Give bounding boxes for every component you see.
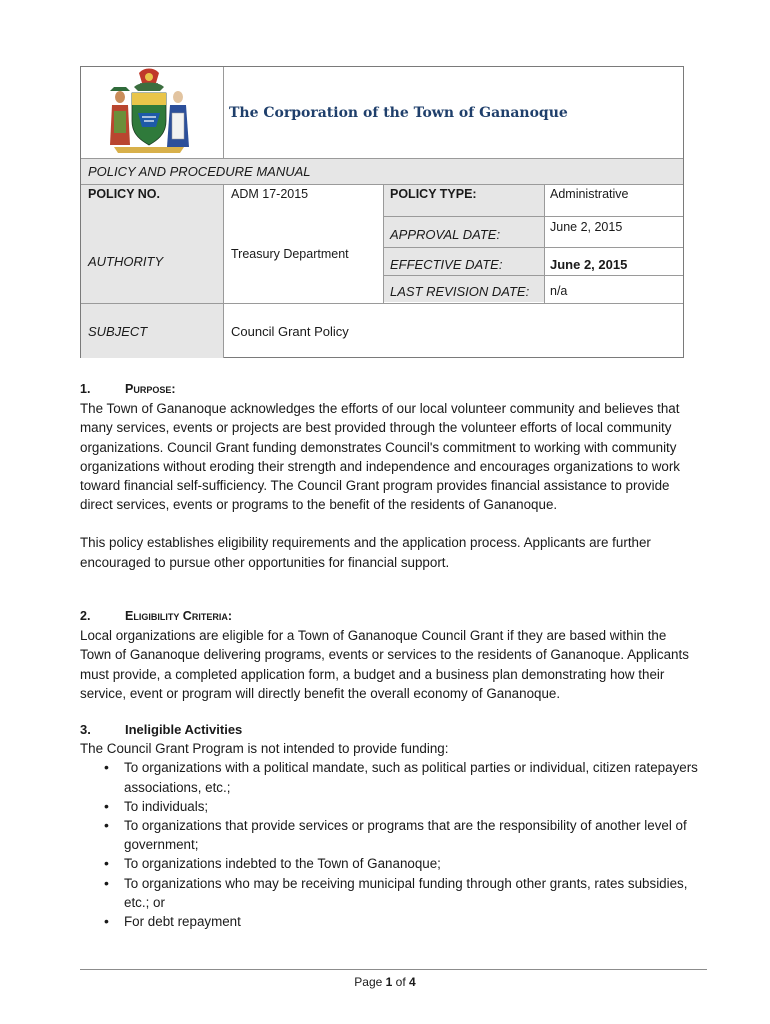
authority-label: AUTHORITY xyxy=(88,254,164,269)
approval-date-label: APPROVAL DATE: xyxy=(390,227,501,242)
purpose-heading xyxy=(80,380,700,399)
page-footer xyxy=(0,975,770,989)
eligibility-title: Eligibility Criteria: xyxy=(125,609,232,623)
effective-date-value: June 2, 2015 xyxy=(550,257,628,272)
section-eligibility xyxy=(80,607,700,703)
ineligible-number: 3. xyxy=(80,722,91,737)
purpose-number: 1. xyxy=(80,382,91,396)
last-revision-label: LAST REVISION DATE: xyxy=(390,284,530,299)
page-total: 4 xyxy=(409,975,416,989)
authority-value: Treasury Department xyxy=(231,247,349,261)
list-item: • For debt repayment xyxy=(124,912,700,931)
ineligible-intro: The Council Grant Program is not intended to provide funding: xyxy=(80,741,449,757)
policy-no-label: POLICY NO. xyxy=(88,187,161,201)
manual-row xyxy=(81,159,683,184)
list-item: • To individuals; xyxy=(124,797,700,816)
purpose-title: Purpose: xyxy=(125,382,176,396)
purpose-paragraph-2: This policy establishes eligibility requirements and the application process. Applicants are further encouraged to pursue other opportunities for financial support. xyxy=(80,535,651,570)
section-ineligible xyxy=(80,720,700,931)
list-item: • To organizations indebted to the Town of Gananoque; xyxy=(124,854,700,873)
policy-no-value: ADM 17-2015 xyxy=(231,187,309,201)
eligibility-paragraph: Local organizations are eligible for a Town of Gananoque Council Grant if they are based within the Town of Gananoque delivering programs, events or services to the residents of Gananoque. Applicants must provide, a completed application form, a budget and a business plan demonstrating how their service, event or program will directly benefit the overall economy of Gananoque. xyxy=(80,628,689,701)
subject-value: Council Grant Policy xyxy=(231,324,349,339)
list-item: • To organizations that provide services or programs that are the responsibility of another level of government; xyxy=(124,816,700,854)
policy-type-label: POLICY TYPE: xyxy=(390,187,477,201)
list-item: • To organizations who may be receiving municipal funding through other grants, rates subsidies, etc.; or xyxy=(124,874,700,912)
policy-type-value: Administrative xyxy=(550,187,629,201)
list-item: • To organizations with a political mandate, such as political parties or individual, citizen ratepayers associations, etc.; xyxy=(124,758,700,796)
page-current: 1 xyxy=(385,975,393,989)
purpose-paragraph-1: The Town of Gananoque acknowledges the efforts of our local volunteer community and believes that many services, events or projects are best provided through the volunteer efforts of local community organizations. Council Grant funding demonstrates Council's commitment to working with community organizations without eroding their strength and independence and encourages organizations to work toward financial self-sufficiency. The Council Grant program provides financial assistance to provide direct services, events or programs to the benefit of the residents of Gananoque. xyxy=(80,401,681,513)
subject-label: SUBJECT xyxy=(88,324,148,339)
manual-label: POLICY AND PROCEDURE MANUAL xyxy=(88,164,311,179)
ineligible-heading xyxy=(80,720,700,739)
ineligible-list xyxy=(80,758,700,931)
eligibility-number: 2. xyxy=(80,609,91,623)
document-title: The Corporation of the Town of Gananoque xyxy=(229,105,568,121)
last-revision-value: n/a xyxy=(550,284,568,298)
policy-header-table xyxy=(80,66,684,358)
page-word: Page xyxy=(354,975,383,989)
footer-divider xyxy=(80,969,707,970)
of-word: of xyxy=(395,975,406,989)
section-purpose xyxy=(80,380,700,572)
eligibility-heading xyxy=(80,607,700,626)
effective-date-label: EFFECTIVE DATE: xyxy=(390,257,503,272)
ineligible-title: Ineligible Activities xyxy=(125,722,243,737)
approval-date-value: June 2, 2015 xyxy=(550,220,623,234)
town-crest-logo xyxy=(104,67,194,155)
